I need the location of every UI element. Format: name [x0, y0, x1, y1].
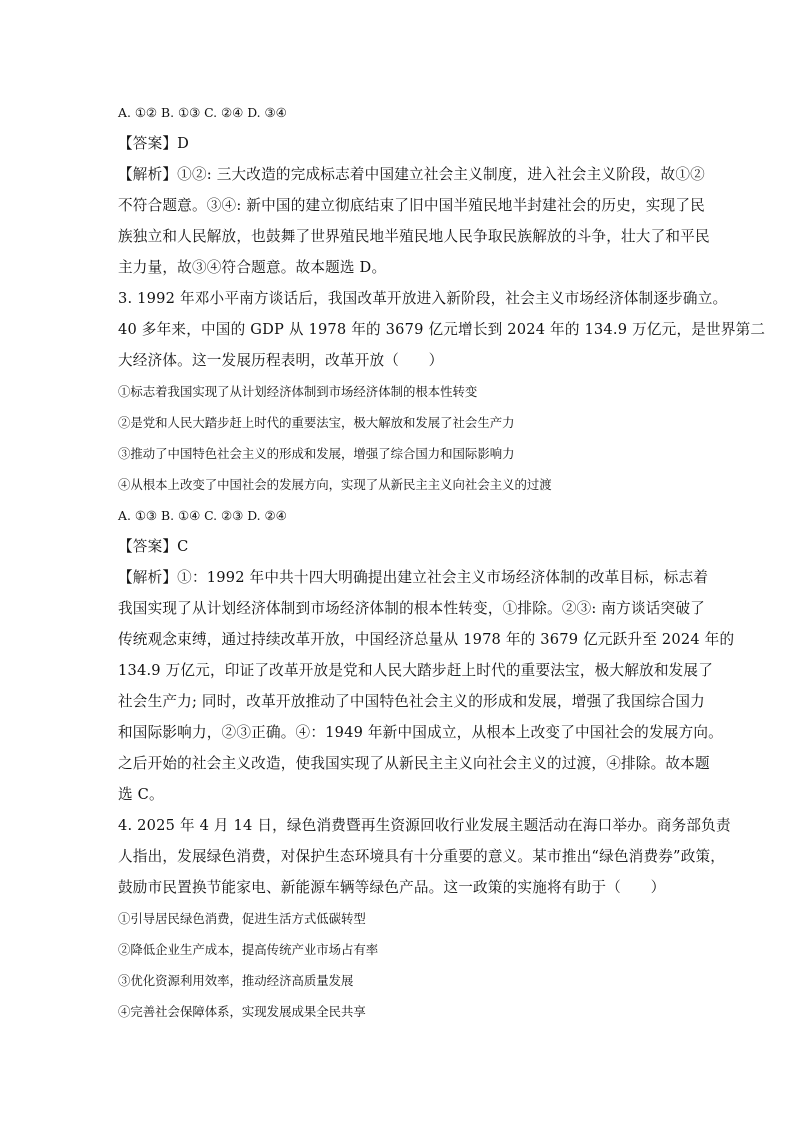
q2-analysis-line: 族独立和人民解放，也鼓舞了世界殖民地半殖民地人民争取民族解放的斗争，壮大了和平民 — [118, 228, 710, 245]
q3-analysis-line: 社会生产力; 同时，改革开放推动了中国特色社会主义的形成和发展，增强了我国综合国力 — [118, 693, 705, 710]
q3-analysis-line: 之后开始的社会主义改造，使我国实现了从新民主主义向社会主义的过渡，④排除。故本题 — [118, 755, 710, 772]
q3-stem-line: 40 多年来，中国的 GDP 从 1978 年的 3679 亿元增长到 2024 年的 134.9 万亿元，是世界第二 — [118, 321, 766, 338]
q4-option-3: ③优化资源利用效率，推动经济高质量发展 — [118, 973, 354, 988]
q3-analysis-line: 我国实现了从计划经济体制到市场经济体制的根本性转变，①排除。②③: 南方谈话突破了 — [118, 600, 705, 617]
q3-analysis-line: 134.9 万亿元，印证了改革开放是党和人民大踏步赶上时代的重要法宝，极大解放和发展了 — [118, 662, 713, 679]
q3-analysis-line: 【解析】①：1992 年中共十四大明确提出建立社会主义市场经济体制的改革目标，标志着 — [118, 569, 709, 586]
q4-option-1: ①引导居民绿色消费，促进生活方式低碳转型 — [118, 911, 366, 926]
q4-option-4: ④完善社会保障体系，实现发展成果全民共享 — [118, 1004, 366, 1019]
q3-analysis-line: 选 C。 — [118, 786, 164, 803]
q4-stem-line: 人指出，发展绿色消费，对保护生态环境具有十分重要的意义。某市推出“绿色消费券”政策， — [118, 848, 726, 865]
q3-analysis-line: 和国际影响力，②③正确。④：1949 年新中国成立，从根本上改变了中国社会的发展方向。 — [118, 724, 723, 741]
q3-option-1: ①标志着我国实现了从计划经济体制到市场经济体制的根本性转变 — [118, 384, 478, 399]
q3-stem-line: 大经济体。这一发展历程表明，改革开放（ ） — [118, 352, 444, 369]
q3-choices: A. ①③ B. ①④ C. ②③ D. ②④ — [118, 508, 287, 523]
q2-answer: 【答案】D — [118, 135, 190, 152]
q4-stem-line: 4. 2025 年 4 月 14 日，绿色消费暨再生资源回收行业发展主题活动在海口举办。商务部负责 — [118, 817, 731, 834]
q3-option-3: ③推动了中国特色社会主义的形成和发展，增强了综合国力和国际影响力 — [118, 446, 515, 461]
q2-analysis-line: 不符合题意。③④: 新中国的建立彻底结束了旧中国半殖民地半封建社会的历史，实现了民 — [118, 197, 705, 214]
q3-option-4: ④从根本上改变了中国社会的发展方向，实现了从新民主主义向社会主义的过渡 — [118, 477, 552, 492]
q2-choices: A. ①② B. ①③ C. ②④ D. ③④ — [118, 105, 287, 120]
q2-analysis-line: 【解析】①②: 三大改造的完成标志着中国建立社会主义制度，进入社会主义阶段，故①② — [118, 166, 705, 183]
q2-analysis-line: 主力量，故③④符合题意。故本题选 D。 — [118, 259, 387, 276]
q3-answer: 【答案】C — [118, 538, 189, 555]
q3-stem-line: 3. 1992 年邓小平南方谈话后，我国改革开放进入新阶段，社会主义市场经济体制逐步确立。 — [118, 290, 728, 307]
q4-option-2: ②降低企业生产成本，提高传统产业市场占有率 — [118, 942, 379, 957]
q3-analysis-line: 传统观念束缚，通过持续改革开放，中国经济总量从 1978 年的 3679 亿元跃升至 2024 年的 — [118, 631, 735, 648]
document-page — [118, 97, 766, 1027]
q4-stem-line: 鼓励市民置换节能家电、新能源车辆等绿色产品。这一政策的实施将有助于（ ） — [118, 879, 666, 896]
q3-option-2: ②是党和人民大踏步赶上时代的重要法宝，极大解放和发展了社会生产力 — [118, 415, 515, 430]
